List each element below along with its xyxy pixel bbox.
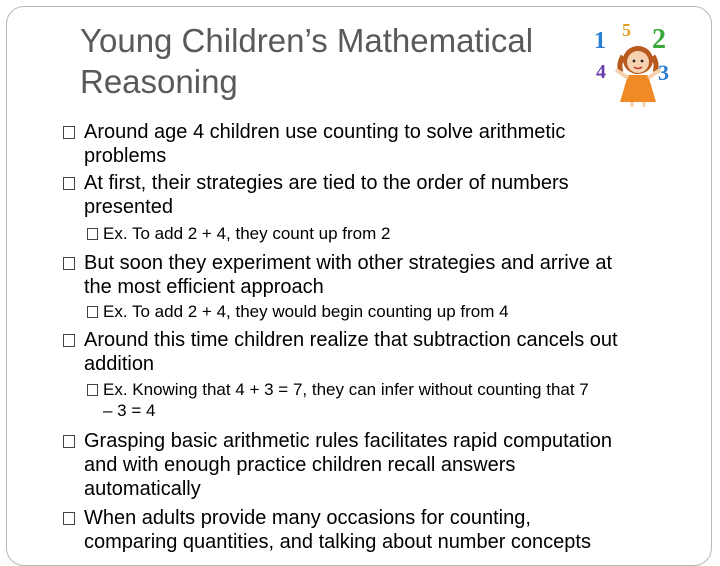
bullet-box-icon [87,306,98,318]
bullet-text: addition [84,353,155,375]
bullet-box-icon [63,435,75,448]
sub-bullet-text: Ex. Knowing that 4 + 3 = 7, they can infer without counting that 7 [103,380,589,399]
sub-bullet-text: – 3 = 4 [103,401,156,420]
girl-with-numbers-icon [590,18,686,108]
bullet-box-icon [63,334,75,347]
slide-title [80,20,590,102]
bullet-text: automatically [84,478,201,500]
bullet-text: presented [84,196,173,218]
art-digit: 5 [622,20,631,40]
art-digit: 1 [594,28,606,54]
bullet-text: When adults provide many occasions for counting, [84,507,531,529]
bullet-text: But soon they experiment with other strategies and arrive at [84,252,613,274]
bullet-text: Around age 4 children use counting to solve arithmetic [84,121,566,143]
bullet-text: the most efficient approach [84,276,324,298]
art-digit: 2 [652,24,666,55]
art-digit: 4 [596,61,606,83]
bullet-text: problems [84,145,167,167]
bullet-box-icon [87,384,98,396]
title-line: Young Children’s Mathematical [80,22,534,59]
sub-bullet-text: Ex. To add 2 + 4, they would begin counting up from 4 [103,302,509,321]
bullet-box-icon [63,257,75,270]
bullet-box-icon [63,177,75,190]
bullet-box-icon [63,512,75,525]
bullet-box-icon [87,228,98,240]
bullet-text: comparing quantities, and talking about number concepts [84,531,591,553]
bullet-text: Around this time children realize that subtraction cancels out [84,329,618,351]
bullet-text: and with enough practice children recall answers [84,454,516,476]
bullet-text: At first, their strategies are tied to the order of numbers [84,172,569,194]
sub-bullet-text: Ex. To add 2 + 4, they count up from 2 [103,224,391,243]
title-line: Reasoning [80,63,238,100]
art-digit: 3 [658,60,669,85]
bullet-box-icon [63,126,75,139]
bullet-text: Grasping basic arithmetic rules facilitates rapid computation [84,430,613,452]
